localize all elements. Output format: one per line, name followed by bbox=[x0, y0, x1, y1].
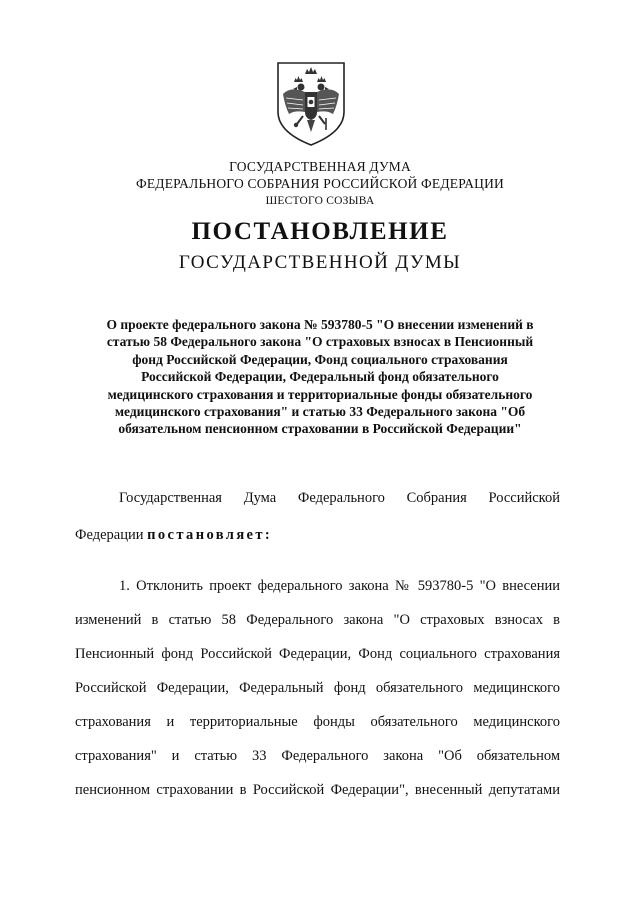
preamble-line bbox=[75, 527, 560, 544]
convocation: ШЕСТОГО СОЗЫВА bbox=[265, 195, 375, 207]
org-name-line-2: ФЕДЕРАЛЬНОГО СОБРАНИЯ РОССИЙСКОЙ ФЕДЕРАЦИИ bbox=[136, 176, 504, 191]
body-line: пенсионном страховании в Российской Федерации", внесенный депутатами bbox=[75, 782, 560, 798]
body-line: страхования и территориальные фонды обязательного медицинского bbox=[75, 714, 560, 730]
subject-line: Российской Федерации, Федеральный фонд обязательного bbox=[141, 369, 499, 385]
preamble-line: Государственная Дума Федерального Собрания Российской bbox=[119, 490, 560, 506]
body-line: изменений в статью 58 Федерального закона "О страховых взносах в bbox=[75, 612, 560, 628]
russian-double-headed-eagle-icon bbox=[275, 60, 347, 148]
subject-line: медицинского страхования и территориальные фонды обязательного bbox=[107, 386, 533, 402]
subject-line: О проекте федерального закона № 593780-5 "О внесении изменений в bbox=[106, 317, 534, 332]
document-type-title: ПОСТАНОВЛЕНИЕ bbox=[191, 218, 449, 245]
body-line: страхования" и статью 33 Федерального закона "Об обязательном bbox=[75, 748, 560, 764]
document-type-subtitle: ГОСУДАРСТВЕННОЙ ДУМЫ bbox=[178, 252, 462, 273]
subject-line: фонд Российской Федерации, Фонд социального страхования bbox=[132, 351, 508, 367]
subject-line: обязательном пенсионном страховании в Российской Федерации" bbox=[118, 421, 522, 437]
subject-line: статью 58 Федерального закона "О страховых взносах в Пенсионный bbox=[106, 334, 534, 350]
body-line: Российской Федерации, Федеральный фонд обязательного медицинского bbox=[75, 680, 560, 696]
subject-line: медицинского страхования" и статью 33 Федерального закона "Об bbox=[114, 404, 526, 420]
org-name-line-1: ГОСУДАРСТВЕННАЯ ДУМА bbox=[229, 159, 411, 174]
resolution-subject bbox=[70, 316, 570, 438]
decision-verb: постановляет: bbox=[147, 527, 273, 543]
body-line: Пенсионный фонд Российской Федерации, Фонд социального страхования bbox=[75, 646, 560, 662]
preamble-line-start: Федерации bbox=[75, 527, 148, 543]
body-line: 1. Отклонить проект федерального закона № 593780-5 "О внесении bbox=[119, 578, 560, 594]
